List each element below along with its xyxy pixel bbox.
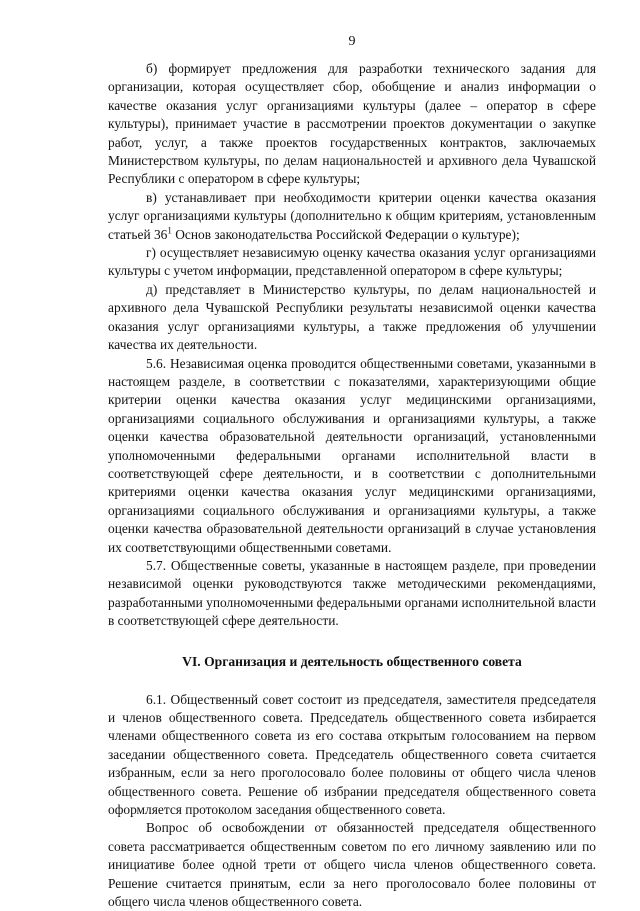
paragraph-6-1: 6.1. Общественный совет состоит из председателя, заместителя председателя и членов общественного совета. Председатель общественного совета избирается членами общественного совета из его состава открытым голосованием на первом заседании общественного совета. Председатель общественного совета считается избранным, если за него проголосовало более половины от общего числа членов общественного совета. Решение об избрании председателя общественного совета оформляется протоколом заседания общественного совета. (108, 691, 596, 818)
paragraph-g: г) осуществляет независимую оценку качества оказания услуг организациями культуры с учетом информации, представленной оператором в сфере культуры; (108, 245, 596, 279)
paragraph-v (108, 189, 596, 244)
paragraph-d: д) представляет в Министерство культуры, по делам национальностей и архивного дела Чувашской Республики результаты независимой оценки качества оказания услуг организациями культуры, а также предложения об улучшении качества их деятельности. (108, 281, 596, 353)
paragraph-5-6: 5.6. Независимая оценка проводится общественными советами, указанными в настоящем разделе, в соответствии с показателями, характеризующими общие критерии оценки качества оказания услуг медицинскими организациями, организациями социального обслуживания и организациями культуры, а также оценки качества образовательной деятельности организаций, установленными уполномоченными федеральными органами исполнительной власти в соответствующей сфере деятельности, и в соответствии с дополнительными критериями оценки качества оказания услуг медицинскими организациями, организациями социального обслуживания и организациями культуры, а также оценки качества образовательной деятельности организаций в случае установления их соответствующими общественными советами. (108, 355, 596, 555)
paragraph-5-7: 5.7. Общественные советы, указанные в настоящем разделе, при проведении независимой оценки руководствуются также методическими рекомендациями, разработанными уполномоченными федеральными органами исполнительной власти в соответствующей сфере деятельности. (108, 557, 596, 629)
paragraph-chair-release: Вопрос об освобождении от обязанностей председателя общественного совета рассматривается общественным советом по его личному заявлению или по инициативе более одной трети от общего числа членов общественного совета. Решение считается принятым, если за него проголосовало более половины от общего числа членов общественного совета. (108, 820, 596, 910)
section-title: VI. Организация и деятельность общественного совета (182, 653, 522, 669)
paragraph-v-text: в) устанавливает при необходимости критерии оценки качества оказания услуг организациями культуры (дополнительно к общим критериям, установленным статьей 36 (108, 189, 596, 242)
paragraph-b: б) формирует предложения для разработки технического задания для организации, которая осуществляет сбор, обобщение и анализ информации о качестве оказания услуг организациями культуры (далее – оператор в сфере культуры), принимает участие в рассмотрении проектов документации о закупке работ, услуг, а также проектов государственных контрактов, заключаемых Министерством культуры, по делам национальностей и архивного дела Чувашской Республики с оператором в сфере культуры; (108, 61, 596, 187)
paragraph-v-text-end: Основ законодательства Российской Федерации о культуре); (171, 226, 520, 242)
paragraph-v-superscript: 1 (167, 225, 172, 236)
page-number: 9 (348, 34, 356, 49)
document-page (108, 34, 596, 911)
